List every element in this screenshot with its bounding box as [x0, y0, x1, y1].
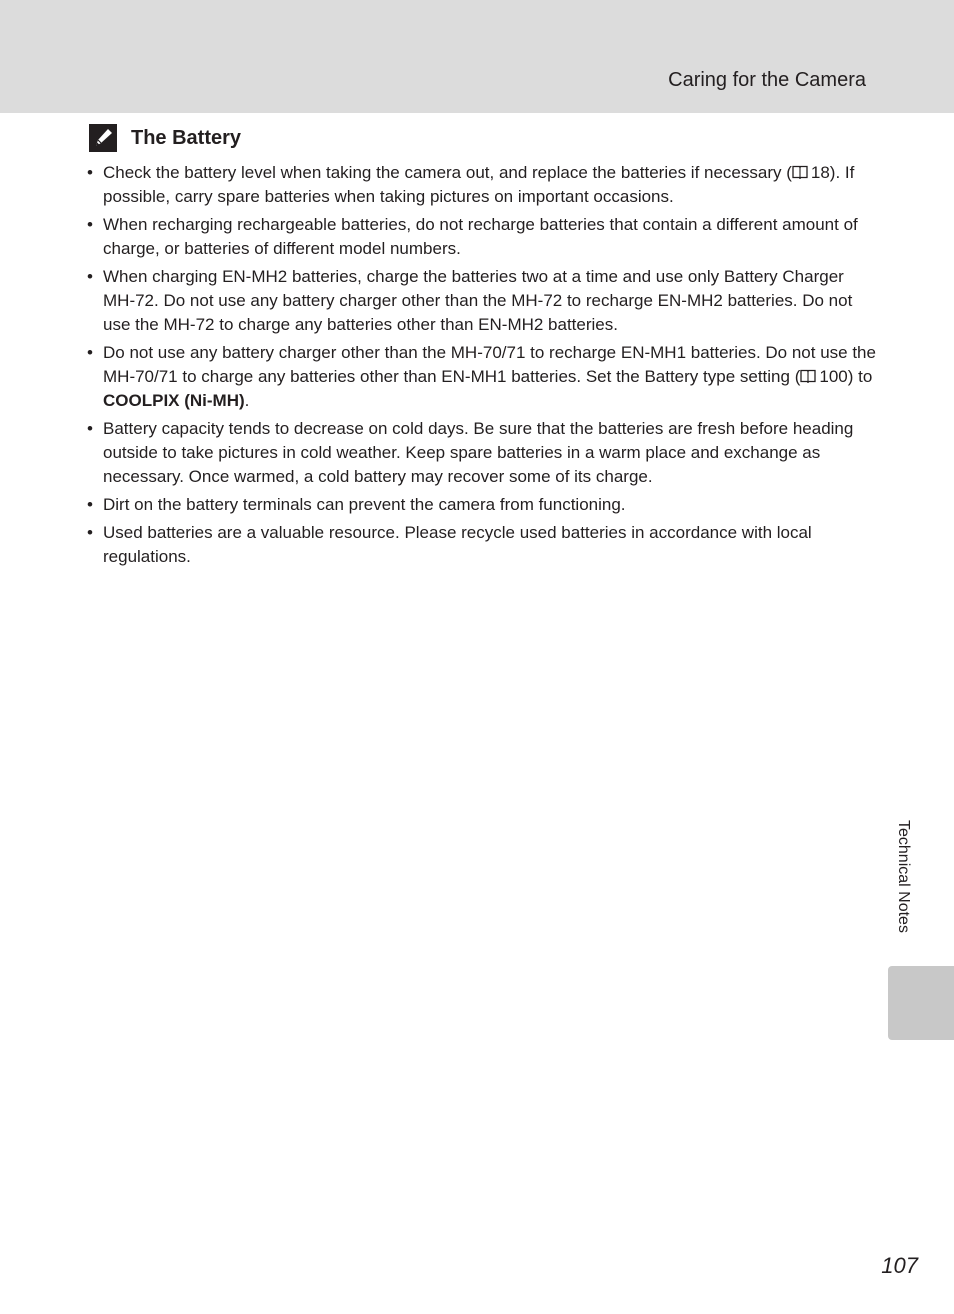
bullet-text: Check the battery level when taking the camera out, and replace the batteries if necessary (	[103, 163, 792, 182]
list-item	[87, 161, 877, 209]
header-band	[0, 0, 954, 113]
list-item	[87, 417, 877, 489]
pencil-icon	[89, 124, 117, 152]
side-tab	[888, 966, 954, 1040]
list-item	[87, 213, 877, 261]
bullet-text: When recharging rechargeable batteries, do not recharge batteries that contain a different amount of charge, or batteries of different model numbers.	[103, 215, 858, 258]
battery-notes-list	[87, 161, 877, 573]
bullet-text: Dirt on the battery terminals can prevent the camera from functioning.	[103, 495, 626, 514]
bullet-dot: •	[87, 215, 93, 234]
bullet-text: .	[244, 391, 250, 410]
bullet-dot: •	[87, 267, 93, 286]
sidebar-label: Technical Notes	[895, 820, 912, 933]
bullet-dot: •	[87, 495, 93, 514]
book-icon	[792, 165, 808, 179]
note-heading	[89, 120, 241, 156]
bold-term: COOLPIX (Ni-MH)	[103, 391, 245, 410]
bullet-text: Used batteries are a valuable resource. Please recycle used batteries in accordance with local regulations.	[103, 523, 812, 566]
book-icon	[800, 369, 816, 383]
bullet-text: 18). If possible, carry spare batteries when taking pictures on important occasions.	[103, 163, 855, 206]
list-item	[87, 265, 877, 337]
list-item	[87, 521, 877, 569]
list-item	[87, 341, 877, 413]
bullet-text: Battery capacity tends to decrease on cold days. Be sure that the batteries are fresh before heading outside to take pictures in cold weather. Keep spare batteries in a warm place and exchange as necessary. Once warmed, a cold battery may recover some of its charge.	[103, 419, 854, 486]
bullet-dot: •	[87, 163, 93, 182]
bullet-text: Do not use any battery charger other than the MH-70/71 to recharge EN-MH1 batteries. Do not use the MH-70/71 to charge any batteries other than EN-MH1 batteries. Set the Battery type setting (	[103, 343, 876, 386]
list-item	[87, 493, 877, 517]
bullet-dot: •	[87, 343, 93, 362]
section-title: Caring for the Camera	[668, 69, 866, 91]
bullet-dot: •	[87, 419, 93, 438]
bullet-dot: •	[87, 523, 93, 542]
bullet-text: 100) to	[819, 367, 873, 386]
bullet-text: When charging EN-MH2 batteries, charge the batteries two at a time and use only Battery Charger MH-72. Do not use any battery charger other than the MH-72 to recharge EN-MH2 batteries. Do not use the MH-72 to charge any batteries other than EN-MH2 batteries.	[103, 267, 853, 334]
note-heading-text: The Battery	[131, 127, 242, 149]
page-number: 107	[881, 1253, 918, 1278]
